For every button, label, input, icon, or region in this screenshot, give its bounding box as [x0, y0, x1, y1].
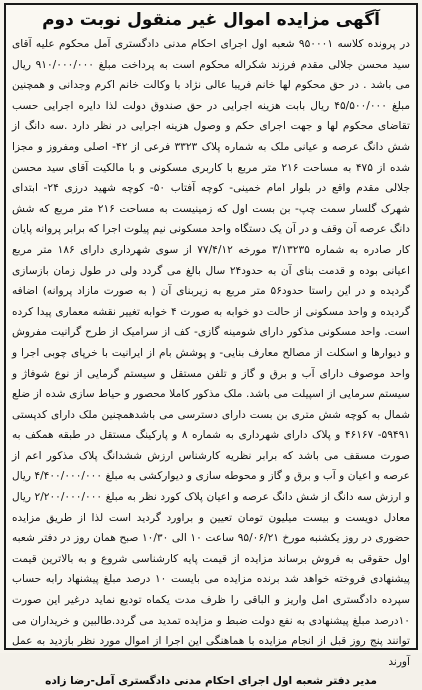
notice-frame	[4, 3, 418, 688]
notice-title: آگهی مزایده اموال غیر منقول نوبت دوم	[42, 10, 380, 30]
notice-body: در پرونده کلاسه ۹۵۰۰۰۱ شعبه اول اجرای احکام مدنی دادگستری آمل محکوم علیه آقای سید محسن جلالی مقدم فرزند شکراله محکوم است به پرداخت مبلغ ۹۱۰/۰۰۰/۰۰۰ ریال می باشد . در حق محکوم لها خانم فریبا عالی نژاد با وکالت خانم اکرم وجدانی و همچنین مبلغ ۴۵/۵۰۰/۰۰۰ ریال بابت هزینه اجرایی در حق صندوق دولت لذا دایره اجرایی حسب تقاضای محکوم لها و جهت اجرای حکم و وصول هزینه اجرایی در نظر دارد .سه دانگ از شش دانگ عرصه و عیانی ملک به شماره پلاک ۳۳۲۳ فرعی از ۴۲- اصلی ومفروز و مجزا شده از ۴۷۵ به مساحت ۲۱۶ متر مربع با کاربری مسکونی و با مالکیت آقای سید محسن جلالی مقدم واقع در بلوار امام خمینی- کوچه آفتاب ۵۰- کوچه شهید درزی ۲۴- ابتدای شهرک گلسار سمت چپ- بن بست اول که زمینیست به مساحت ۲۱۶ متر مربع که شش دانگ عرصه آن وقف و در آن یک دستگاه واحد مسکونی نیم پیلوت اجرا که برابر پروانه پایان کار صادره به شماره ۳/۱۳۲۳۵ مورخه ۷۷/۴/۱۲ از سوی شهرداری دارای ۱۸۶ متر مربع اعیانی بوده و قدمت بنای آن به حدود۲۴ سال بالغ می گردد ولی در طول زمان بازسازی گردیده و در این راستا حدود۵۶ متر مربع به زیربنای آن ( به صورت مازاد پروانه) اضافه گردیده و واحد مسکونی از حالت دو خوابه به صورت ۴ خوابه تغییر نقشه معماری پیدا کرده است. واحد مسکونی مذکور دارای شومینه گازی- کف از سرامیک از طرح گرانیت مفروش و دیوارها و اسکلت از مصالح معارف بنایی- و پوشش بام از ایرانیت با خرپای چوبی اجرا و واحد موصوف دارای آب و برق و گاز و تلفن مستقل و سیستم گرمایی از نوع شوفاژ و سیستم سرمایی از اسپیلت می باشد. ملک مذکور کاملا محصور و حیاط سازی شده از ضلع شمال به کوچه شش متری بن بست دارای دسترسی می باشدهمچنین ملک دارای کدپستی ۵۹۴۹۱- ۴۶۱۶۷ و پلاک دارای شهرداری به شماره ۸ و پارکینگ مستقل در طبقه همکف به صورت مسقف می باشد که برابر نظریه کارشناس ارزش ششدانگ پلاک مذکور اعم از عرصه و اعیان و آب و برق و گاز و محوطه سازی و دیوارکشی به مبلغ ۴/۴۰۰/۰۰۰/۰۰۰ ریال و ارزش سه دانگ از شش دانگ عرصه و اعیان پلاک کورد نظر به مبلغ ۲/۲۰۰/۰۰۰/۰۰۰ ریال معادل دویست و بیست میلیون تومان تعیین و براورد گردید است لذا از طریق مزایده حضوری در روز یکشنبه مورخ ۹۵/۰۶/۲۱ ساعت ۱۰ الی ۱۰/۳۰ صبح همان روز در دفتر شعبه اول حقوقی به فروش برساند مزایده از قیمت پایه کارشناسی شروع و به بالاترین قیمت پیشنهادی فروخته خواهد شد برنده مزایده می بایست ۱۰ درصد مبلغ پیشنهاد رابه حساب سپرده دادگستری امل واریز و الباقی را ظرف مدت یکماه تودیع نماید درغیر این صورت ۱۰درصد مبلغ پیشنهادی به نفع دولت ضبط و مزایده تمدید می گردد.طالبین و خریداران می توانند پنج روز قبل از انجام مزایده با هماهنگی این اجرا از اموال مورد نظر بازدید به عمل آورند	[12, 38, 411, 668]
notice-signature: مدیر دفتر شعبه اول اجرای احکام مدنی دادگستری آمل-رضا زاده	[45, 675, 377, 688]
